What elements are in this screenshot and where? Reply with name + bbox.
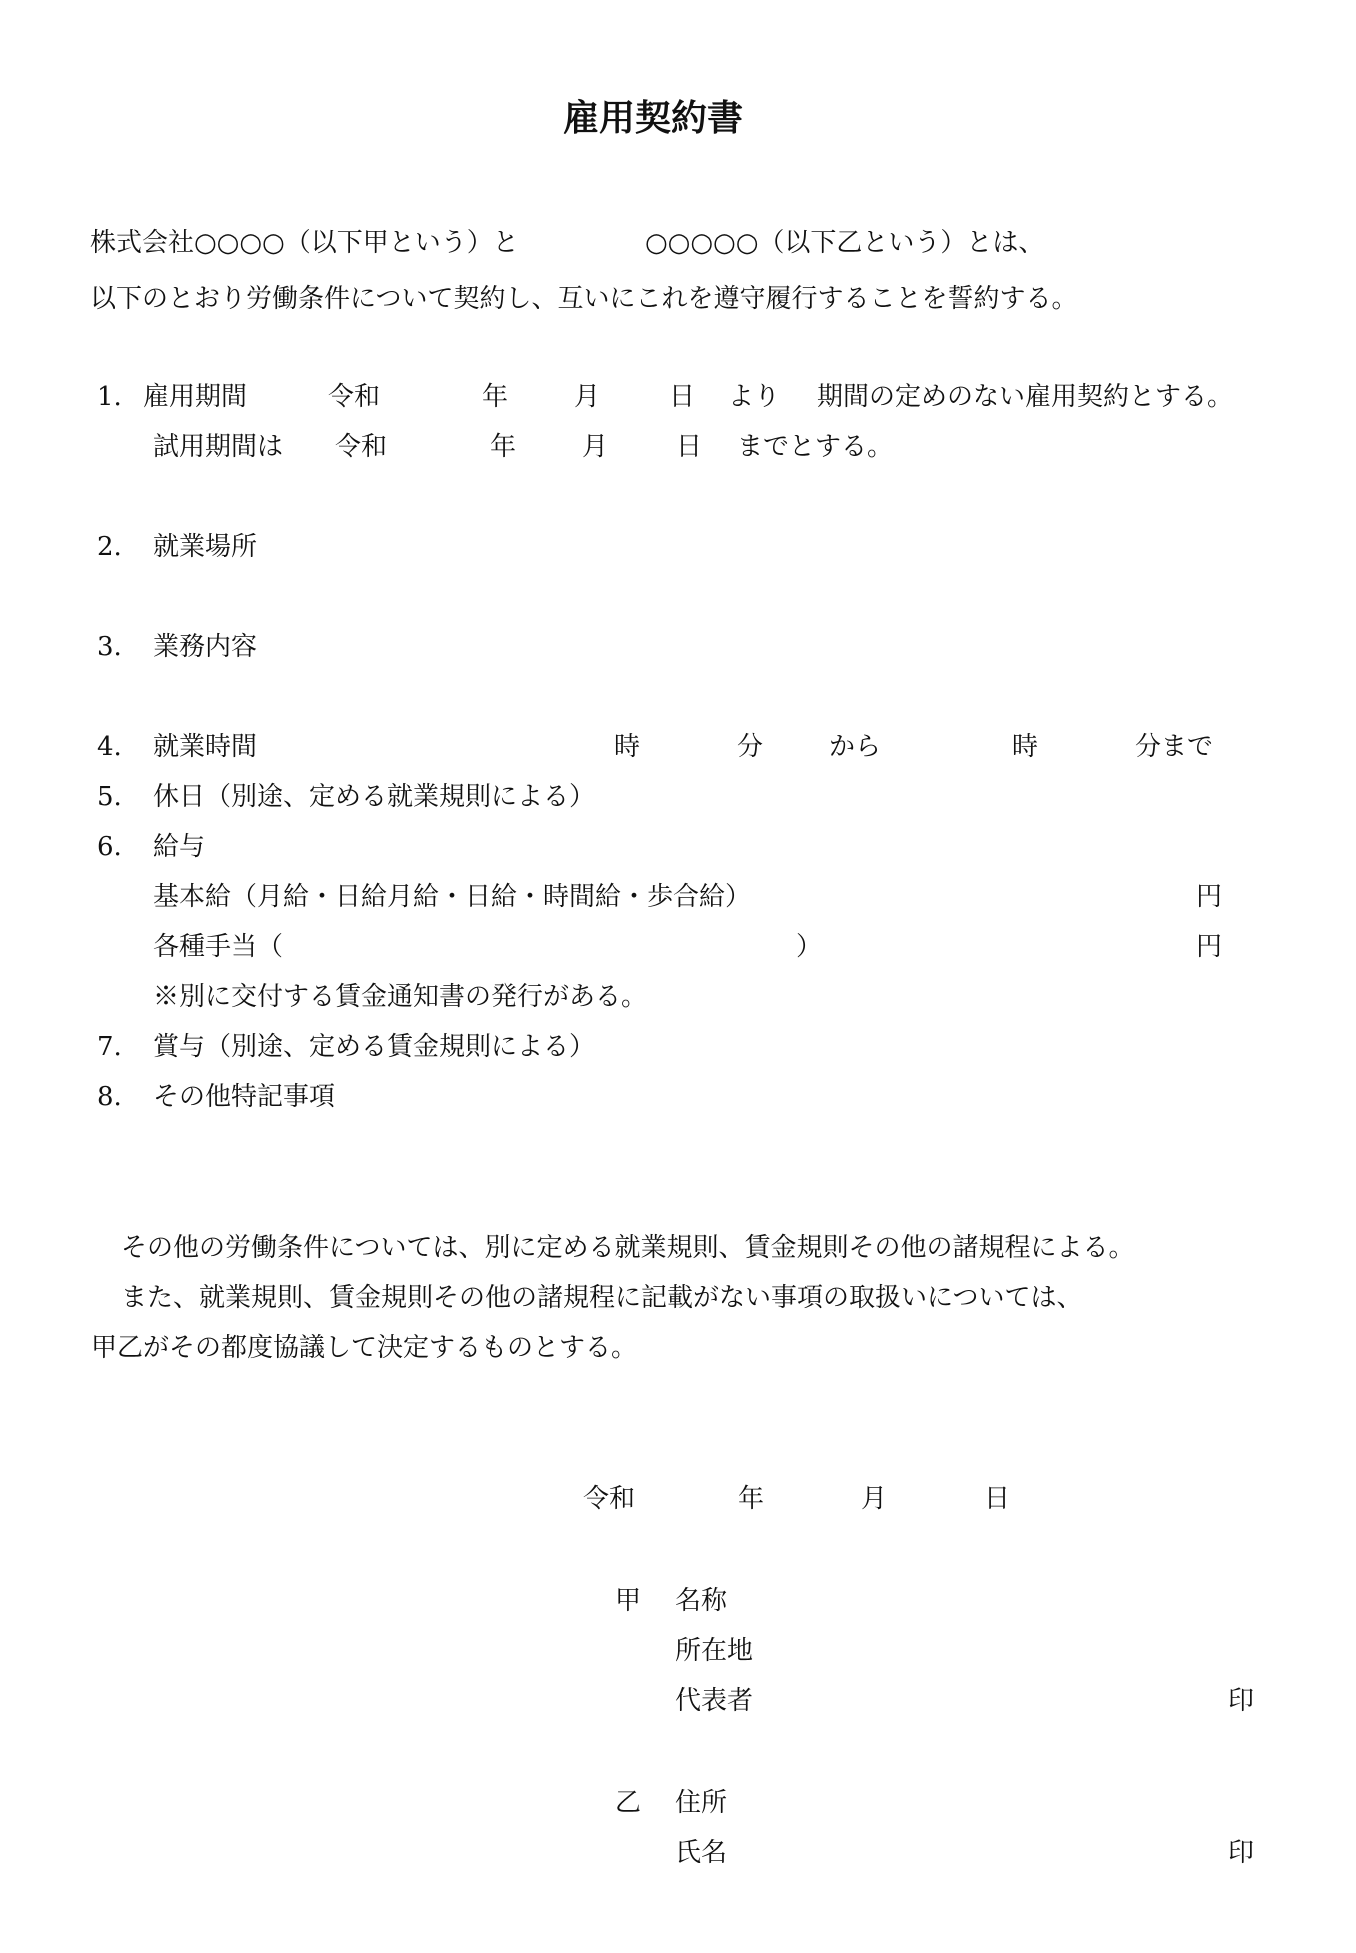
section-3-number: 3. bbox=[97, 632, 122, 662]
section-1-label: 雇用期間 bbox=[143, 382, 248, 412]
section-2-number: 2. bbox=[97, 532, 122, 562]
allowance-unit: 円 bbox=[1196, 932, 1223, 962]
party-a-seal: 印 bbox=[1228, 1686, 1255, 1716]
section-1-era: 令和 bbox=[328, 382, 381, 412]
section-7-number: 7. bbox=[97, 1032, 122, 1062]
date-year: 年 bbox=[738, 1484, 765, 1514]
intro-line-2: 以下のとおり労働条件について契約し、互いにこれを遵守履行することを誓約する。 bbox=[90, 284, 1078, 314]
party-b-address-label: 住所 bbox=[675, 1788, 728, 1818]
basic-salary-label: 基本給（月給・日給月給・日給・時間給・歩合給） bbox=[153, 882, 752, 912]
section-1-number: 1. bbox=[97, 382, 122, 412]
trial-period-year: 年 bbox=[490, 432, 517, 462]
section-4-start-minute: 分 bbox=[737, 732, 764, 762]
date-era: 令和 bbox=[583, 1484, 636, 1514]
basic-salary-unit: 円 bbox=[1196, 882, 1223, 912]
section-1-tail: 期間の定めのない雇用契約とする。 bbox=[817, 382, 1234, 412]
section-6-number: 6. bbox=[97, 832, 122, 862]
closing-paragraph-2b: 甲乙がその都度協議して決定するものとする。 bbox=[91, 1333, 638, 1363]
party-a-address-label: 所在地 bbox=[675, 1636, 754, 1666]
section-3-label: 業務内容 bbox=[153, 632, 258, 662]
trial-period-era: 令和 bbox=[335, 432, 388, 462]
trial-period-label: 試用期間は bbox=[153, 432, 284, 462]
document-title: 雇用契約書 bbox=[563, 97, 744, 139]
wage-notice-note: ※別に交付する賃金通知書の発行がある。 bbox=[153, 982, 648, 1012]
section-4-start-hour: 時 bbox=[614, 732, 641, 762]
date-day: 日 bbox=[984, 1484, 1011, 1514]
section-4-number: 4. bbox=[97, 732, 122, 762]
section-1-from: より bbox=[728, 382, 781, 412]
section-5-number: 5. bbox=[97, 782, 122, 812]
section-8-label: その他特記事項 bbox=[153, 1082, 336, 1112]
section-4-label: 就業時間 bbox=[153, 732, 258, 762]
closing-paragraph-1: その他の労働条件については、別に定める就業規則、賃金規則その他の諸規程による。 bbox=[121, 1233, 1135, 1263]
party-b-mark: 乙 bbox=[615, 1788, 642, 1818]
party-a-representative-label: 代表者 bbox=[675, 1686, 754, 1716]
section-5-label: 休日（別途、定める就業規則による） bbox=[153, 782, 596, 812]
section-1-year: 年 bbox=[482, 382, 509, 412]
closing-paragraph-2a: また、就業規則、賃金規則その他の諸規程に記載がない事項の取扱いについては、 bbox=[121, 1283, 1083, 1313]
allowance-label: 各種手当（ bbox=[153, 932, 284, 962]
trial-period-tail: までとする。 bbox=[737, 432, 894, 462]
party-b-seal: 印 bbox=[1228, 1838, 1255, 1868]
section-2-label: 就業場所 bbox=[153, 532, 258, 562]
section-6-label: 給与 bbox=[153, 832, 206, 862]
section-1-day: 日 bbox=[669, 382, 696, 412]
party-a-name-label: 名称 bbox=[675, 1586, 728, 1616]
section-7-label: 賞与（別途、定める賃金規則による） bbox=[153, 1032, 596, 1062]
trial-period-month: 月 bbox=[582, 432, 609, 462]
trial-period-day: 日 bbox=[676, 432, 703, 462]
section-4-from: から bbox=[829, 732, 882, 762]
allowance-close-paren: ） bbox=[796, 932, 823, 962]
section-4-end-hour: 時 bbox=[1012, 732, 1039, 762]
party-b-name-label: 氏名 bbox=[675, 1838, 728, 1868]
intro-party-b: ○○○○○（以下乙という）とは、 bbox=[645, 228, 1045, 258]
section-1-month: 月 bbox=[574, 382, 601, 412]
party-a-mark: 甲 bbox=[615, 1586, 642, 1616]
section-8-number: 8. bbox=[97, 1082, 122, 1112]
section-4-end-minute: 分まで bbox=[1135, 732, 1214, 762]
intro-party-a: 株式会社○○○○（以下甲という）と bbox=[90, 228, 519, 258]
date-month: 月 bbox=[861, 1484, 888, 1514]
